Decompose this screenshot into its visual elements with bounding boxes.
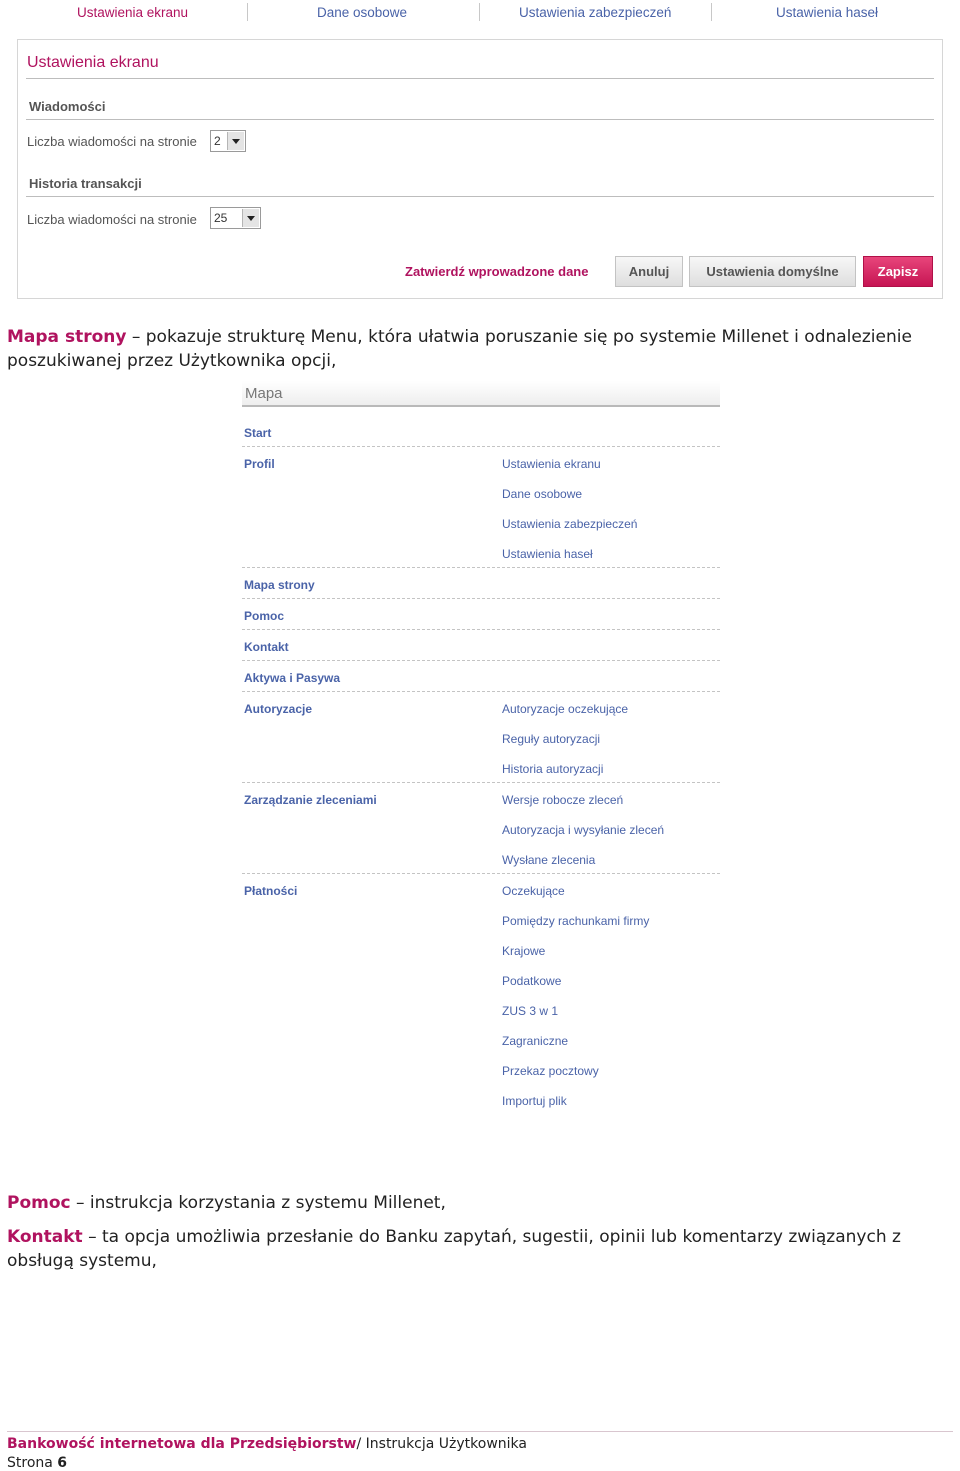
site-map-divider	[242, 873, 720, 874]
site-map-subitem[interactable]: Wersje robocze zleceń	[502, 793, 624, 807]
site-map-item[interactable]: Start	[244, 426, 272, 440]
chevron-down-icon	[227, 132, 244, 150]
site-map-divider	[242, 691, 720, 692]
contact-text: – ta opcja umożliwia przesłanie do Banku zapytań, sugestii, opinii lub komentarzy związanych z obsługą systemu,	[7, 1227, 901, 1271]
messages-per-page-select[interactable]	[210, 130, 246, 152]
tab-separator	[247, 3, 248, 21]
footer-page-label: Strona	[7, 1455, 58, 1471]
site-map-subitem[interactable]: Ustawienia ekranu	[502, 457, 601, 471]
transactions-section-title: Historia transakcji	[29, 176, 142, 191]
site-map-description	[7, 325, 953, 373]
save-button[interactable]: Zapisz	[863, 256, 933, 287]
site-map-divider	[242, 782, 720, 783]
contact-term: Kontakt	[7, 1227, 83, 1247]
site-map-subitem[interactable]: Autoryzacje oczekujące	[502, 702, 629, 716]
help-description	[7, 1191, 953, 1215]
transactions-per-page-select[interactable]	[210, 207, 261, 229]
site-map-item[interactable]: Pomoc	[244, 609, 285, 623]
site-map-subitem[interactable]: Krajowe	[502, 944, 546, 958]
site-map-header	[242, 381, 720, 407]
site-map-term: Mapa strony	[7, 327, 127, 347]
transactions-per-page-value: 25	[214, 211, 228, 225]
section-rule	[26, 196, 934, 197]
site-map-divider	[242, 660, 720, 661]
footer-doc: / Instrukcja Użytkownika	[356, 1436, 527, 1452]
site-map-subitem[interactable]: Ustawienia haseł	[502, 547, 593, 561]
panel-title: Ustawienia ekranu	[27, 54, 159, 71]
title-rule	[26, 78, 934, 79]
site-map-title: Mapa	[245, 385, 283, 402]
screen-settings-panel	[17, 39, 943, 299]
site-map-divider	[242, 598, 720, 599]
transactions-per-page-label: Liczba wiadomości na stronie	[27, 212, 197, 227]
site-map-subitem[interactable]: Pomiędzy rachunkami firmy	[502, 914, 650, 928]
site-map-subitem[interactable]: Podatkowe	[502, 974, 562, 988]
chevron-down-icon	[242, 209, 259, 227]
help-term: Pomoc	[7, 1193, 71, 1213]
contact-description	[7, 1225, 953, 1273]
tab-separator	[479, 3, 480, 21]
site-map-divider	[242, 567, 720, 568]
footer-page	[7, 1455, 67, 1471]
site-map-subitem[interactable]: Importuj plik	[502, 1094, 567, 1108]
section-rule	[26, 119, 934, 120]
site-map-subitem[interactable]: Zagraniczne	[502, 1034, 569, 1048]
messages-per-page-value: 2	[214, 134, 221, 148]
tab-separator	[711, 3, 712, 21]
site-map-divider	[242, 629, 720, 630]
site-map-subitem[interactable]: Reguły autoryzacji	[502, 732, 601, 746]
cancel-button[interactable]: Anuluj	[615, 256, 683, 287]
footer-brand: Bankowość internetowa dla Przedsiębiorstw	[7, 1436, 357, 1452]
site-map-divider	[242, 446, 720, 447]
site-map-item[interactable]: Mapa strony	[244, 578, 315, 592]
footer-doc-title	[7, 1436, 527, 1452]
site-map-subitem[interactable]: ZUS 3 w 1	[502, 1004, 559, 1018]
site-map	[242, 381, 722, 1121]
site-map-subitem[interactable]: Wysłane zlecenia	[502, 853, 596, 867]
site-map-subitem[interactable]: Historia autoryzacji	[502, 762, 604, 776]
site-map-item[interactable]: Autoryzacje	[244, 702, 313, 716]
site-map-subitem[interactable]: Autoryzacja i wysyłanie zleceń	[502, 823, 665, 837]
tab-screen-settings[interactable]: Ustawienia ekranu	[77, 5, 189, 20]
default-settings-button[interactable]: Ustawienia domyślne	[689, 256, 856, 287]
site-map-item[interactable]: Zarządzanie zleceniami	[244, 793, 377, 807]
site-map-item[interactable]: Profil	[244, 457, 275, 471]
tab-security-settings[interactable]: Ustawienia zabezpieczeń	[519, 5, 672, 20]
tab-password-settings[interactable]: Ustawienia haseł	[776, 5, 879, 20]
confirm-data-label: Zatwierdź wprowadzone dane	[405, 264, 589, 279]
site-map-subitem[interactable]: Ustawienia zabezpieczeń	[502, 517, 638, 531]
site-map-subitem[interactable]: Oczekujące	[502, 884, 565, 898]
tab-personal-data[interactable]: Dane osobowe	[317, 5, 408, 20]
top-tab-bar	[0, 0, 960, 28]
help-text: – instrukcja korzystania z systemu Millenet,	[70, 1193, 446, 1213]
footer-page-number: 6	[57, 1455, 68, 1471]
footer-rule	[7, 1431, 953, 1432]
site-map-item[interactable]: Kontakt	[244, 640, 289, 654]
site-map-item[interactable]: Aktywa i Pasywa	[244, 671, 341, 685]
site-map-subitem[interactable]: Dane osobowe	[502, 487, 583, 501]
messages-section-title: Wiadomości	[29, 99, 106, 114]
messages-per-page-label: Liczba wiadomości na stronie	[27, 134, 197, 149]
site-map-text: – pokazuje strukturę Menu, która ułatwia poruszanie się po systemie Millenet i odnalezienie poszukiwanej przez Użytkownika opcji,	[7, 327, 912, 371]
site-map-subitem[interactable]: Przekaz pocztowy	[502, 1064, 599, 1078]
site-map-item[interactable]: Płatności	[244, 884, 298, 898]
